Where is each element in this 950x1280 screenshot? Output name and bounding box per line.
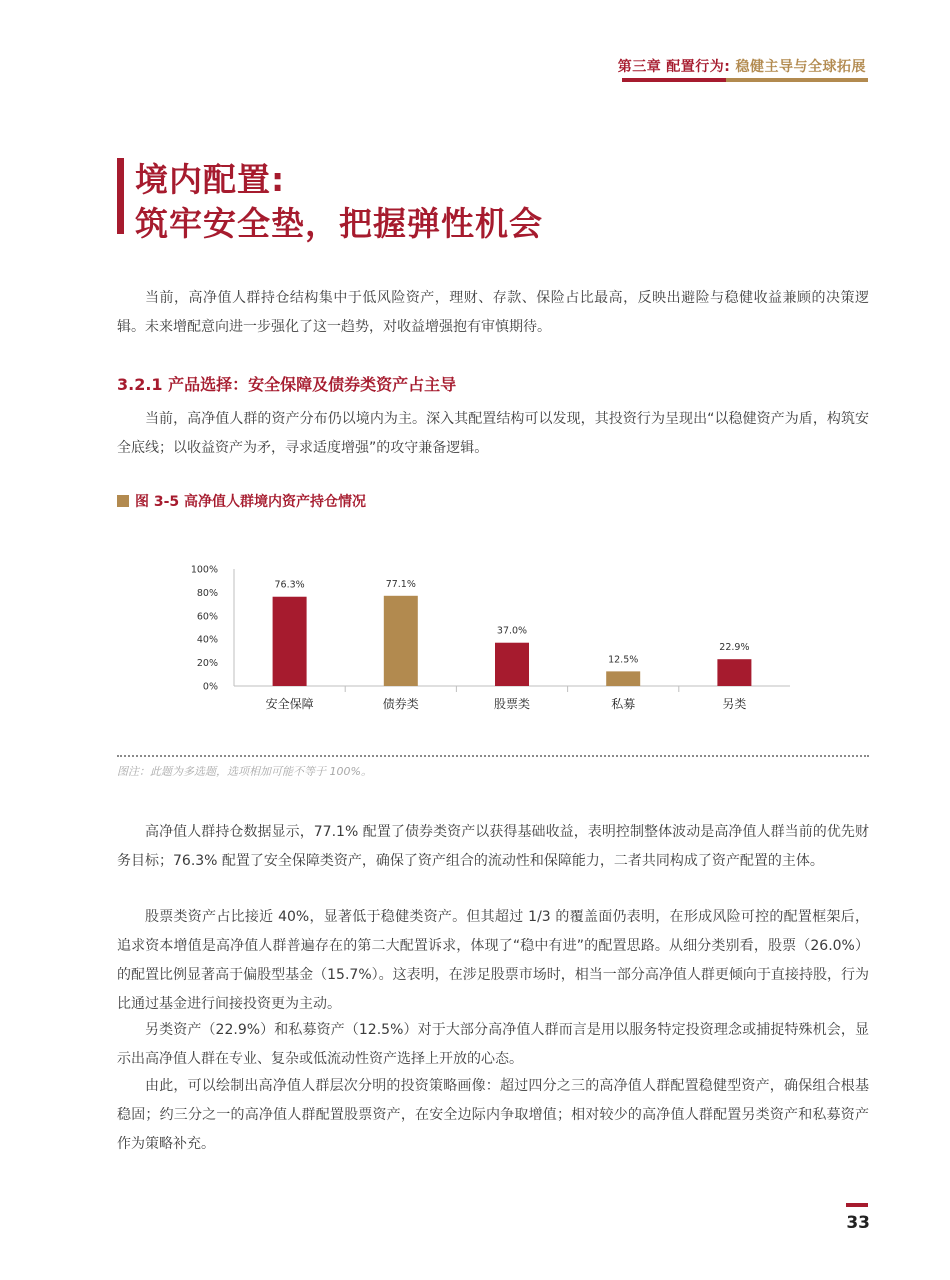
page-number: 33 <box>846 1213 870 1233</box>
running-header <box>618 56 866 76</box>
bar <box>717 659 751 686</box>
section-paragraph: 当前，高净值人群的资产分布仍以境内为主。深入其配置结构可以发现，其投资行为呈现出“以稳健资产为盾，构筑安全底线；以收益资产为矛，寻求适度增强”的攻守兼备逻辑。 <box>117 411 869 456</box>
title-accent-bar <box>117 158 124 234</box>
bar <box>273 597 307 686</box>
y-tick-label: 100% <box>190 564 218 576</box>
x-tick-label: 私募 <box>611 697 636 711</box>
x-tick-label: 债券类 <box>382 697 419 711</box>
title-line-1: 境内配置: <box>135 160 286 199</box>
x-tick-label: 另类 <box>722 697 747 711</box>
y-tick-label: 0% <box>202 681 218 693</box>
figure-divider <box>117 755 869 757</box>
header-subtitle: 稳健主导与全球拓展 <box>735 59 866 75</box>
bar <box>495 643 529 686</box>
bar-data-label: 76.3% <box>274 579 305 591</box>
x-tick-label: 安全保障 <box>265 697 314 711</box>
page-title <box>117 158 543 246</box>
bar-data-label: 77.1% <box>385 578 416 590</box>
body-paragraph-1: 高净值人群持仓数据显示，77.1% 配置了债券类资产以获得基础收益，表明控制整体波动是高净值人群当前的优先财务目标；76.3% 配置了安全保障类资产，确保了资产组合的流动性和保障能力，二者共同构成了资产配置的主体。 <box>117 824 869 869</box>
y-tick-label: 20% <box>196 658 218 670</box>
intro-paragraph: 当前，高净值人群持仓结构集中于低风险资产，理财、存款、保险占比最高，反映出避险与稳健收益兼顾的决策逻辑。未来增配意向进一步强化了这一趋势，对收益增强抱有审慎期待。 <box>117 290 869 335</box>
bar-data-label: 22.9% <box>719 642 750 654</box>
caption-square-icon <box>117 495 129 507</box>
body-paragraph-2: 股票类资产占比接近 40%，显著低于稳健类资产。但其超过 1/3 的覆盖面仍表明，在形成风险可控的配置框架后，追求资本增值是高净值人群普遍存在的第二大配置诉求，体现了“稳中有进”的配置思路。从细分类别看，股票（26.0%）的配置比例显著高于偏股型基金（15.7%）。这表明，在涉足股票市场时，相当一部分高净值人群更倾向于直接持股，行为比通过基金进行间接投资更为主动。 <box>117 909 869 1012</box>
body-paragraph-3: 另类资产（22.9%）和私募资产（12.5%）对于大部分高净值人群而言是用以服务特定投资理念或捕捉特殊机会，显示出高净值人群在专业、复杂或低流动性资产选择上开放的心态。 <box>117 1022 869 1067</box>
x-tick-label: 股票类 <box>493 697 531 711</box>
title-line-2: 筑牢安全垫，把握弹性机会 <box>135 204 543 243</box>
bar-data-label: 37.0% <box>496 625 528 637</box>
footer-accent-bar <box>846 1203 868 1207</box>
y-tick-label: 60% <box>196 611 218 623</box>
header-topic: 配置行为: <box>666 59 731 75</box>
figure-caption <box>117 491 366 511</box>
figure-note: 图注：此题为多选题，选项相加可能不等于 100%。 <box>117 765 372 778</box>
section-heading: 3.2.1 产品选择：安全保障及债券类资产占主导 <box>117 375 457 394</box>
y-tick-label: 40% <box>196 634 218 646</box>
holdings-bar-chart <box>180 555 800 725</box>
figure-caption-text: 图 3-5 高净值人群境内资产持仓情况 <box>135 494 367 510</box>
y-tick-label: 80% <box>196 587 218 599</box>
bar <box>606 671 640 686</box>
bar <box>384 596 418 686</box>
header-rule <box>622 78 868 82</box>
header-chapter: 第三章 <box>617 59 662 75</box>
bar-data-label: 12.5% <box>608 654 639 666</box>
body-paragraph-4: 由此，可以绘制出高净值人群层次分明的投资策略画像：超过四分之三的高净值人群配置稳健型资产，确保组合根基稳固；约三分之一的高净值人群配置股票资产，在安全边际内争取增值；相对较少的高净值人群配置另类资产和私募资产作为策略补充。 <box>117 1078 869 1152</box>
